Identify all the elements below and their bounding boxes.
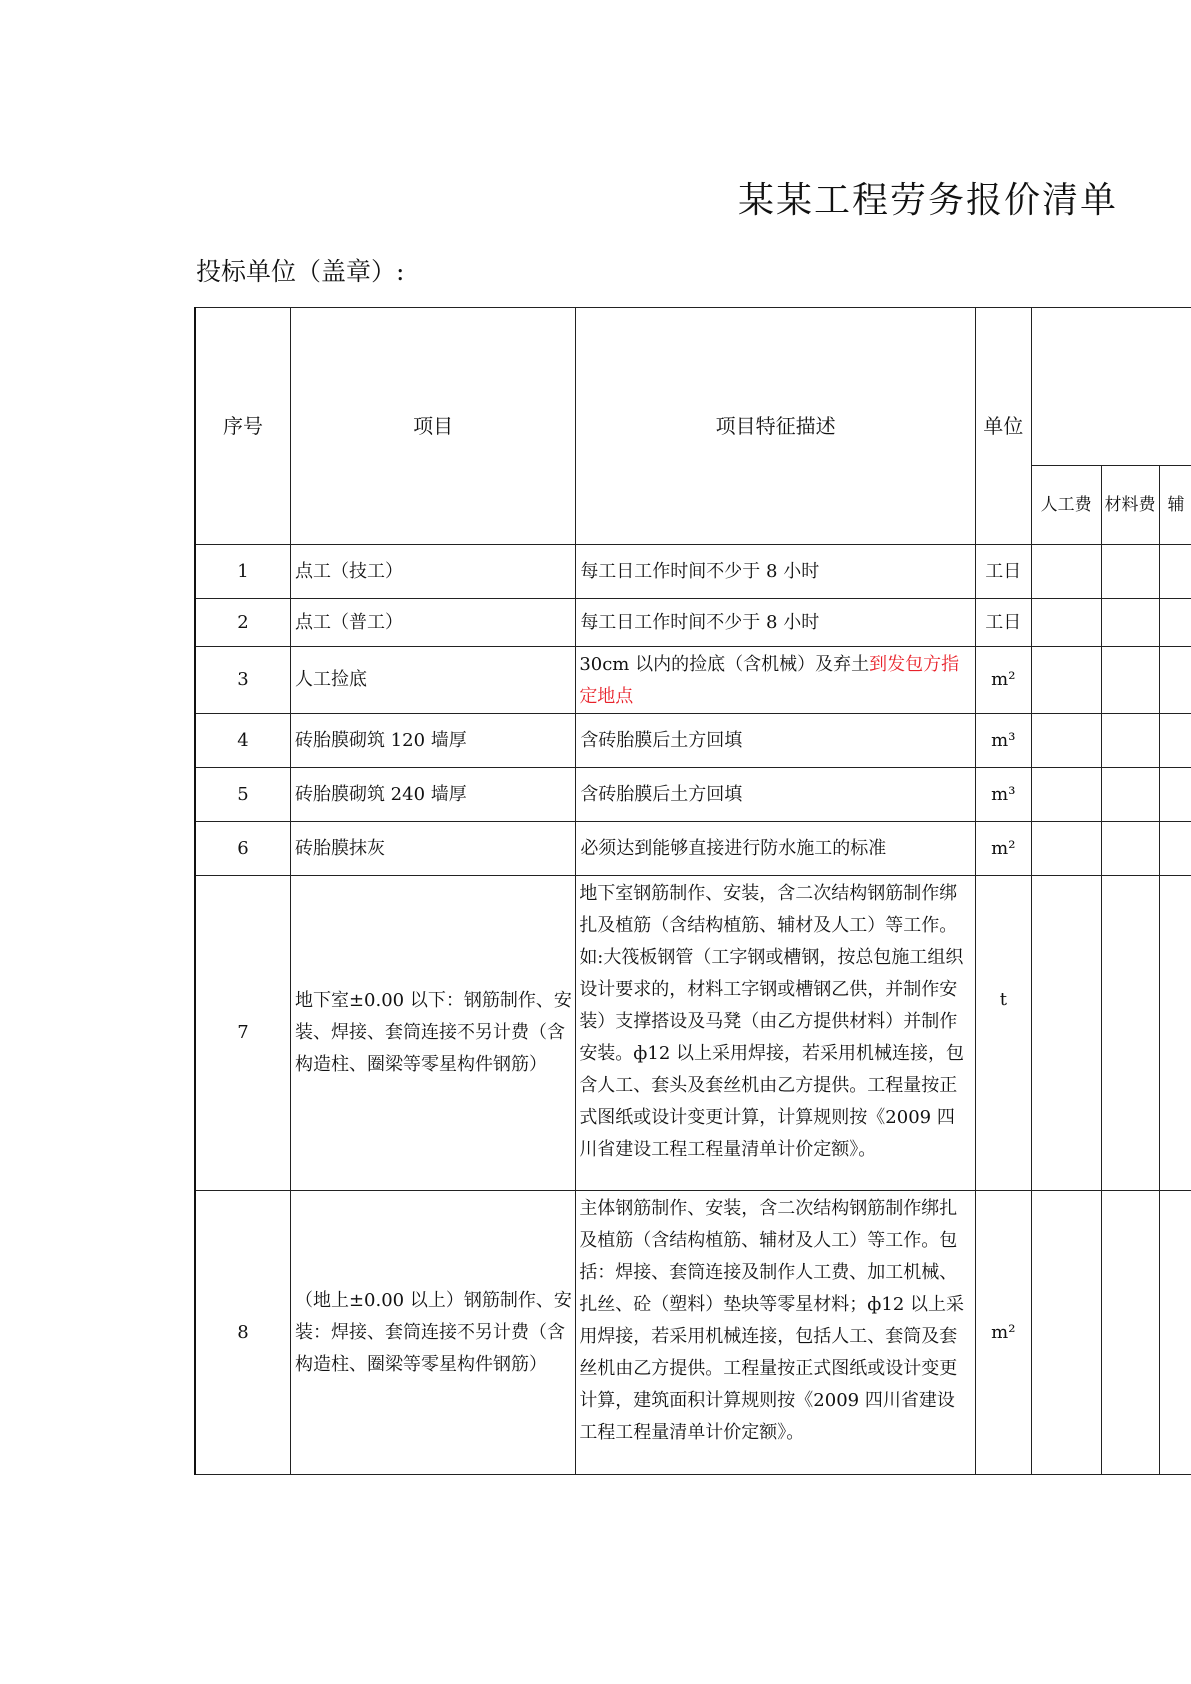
row-material-cell bbox=[1101, 714, 1159, 768]
row-labor-cell bbox=[1031, 599, 1101, 647]
row-aux-cell bbox=[1159, 768, 1191, 822]
row-labor-cell bbox=[1031, 545, 1101, 599]
quote-table bbox=[194, 307, 1191, 1475]
table-row bbox=[195, 647, 1191, 714]
row-unit: m² bbox=[975, 647, 1031, 714]
row-item: 砖胎膜抹灰 bbox=[290, 822, 575, 876]
row-desc: 含砖胎膜后土方回填 bbox=[576, 768, 976, 822]
table-row bbox=[195, 822, 1191, 876]
row-material-cell bbox=[1101, 647, 1159, 714]
table-row bbox=[195, 768, 1191, 822]
row-aux-cell bbox=[1159, 714, 1191, 768]
row-material-cell bbox=[1101, 768, 1159, 822]
row-seq: 2 bbox=[195, 599, 290, 647]
row-aux-cell bbox=[1159, 545, 1191, 599]
row-material-cell bbox=[1101, 545, 1159, 599]
header-price-group bbox=[1031, 308, 1191, 466]
row-aux-cell bbox=[1159, 876, 1191, 1191]
row-unit: m³ bbox=[975, 768, 1031, 822]
row-desc: 每工日工作时间不少于 8 小时 bbox=[576, 545, 976, 599]
header-row-top bbox=[195, 308, 1191, 466]
row-seq: 8 bbox=[195, 1191, 290, 1475]
row-item: 地下室±0.00 以下：钢筋制作、安装、焊接、套筒连接不另计费（含构造柱、圈梁等零星构件钢筋） bbox=[290, 876, 575, 1191]
header-desc: 项目特征描述 bbox=[576, 308, 976, 545]
row-seq: 3 bbox=[195, 647, 290, 714]
row-aux-cell bbox=[1159, 647, 1191, 714]
row-seq: 7 bbox=[195, 876, 290, 1191]
row-material-cell bbox=[1101, 599, 1159, 647]
header-item: 项目 bbox=[290, 308, 575, 545]
row-desc: 含砖胎膜后土方回填 bbox=[576, 714, 976, 768]
table-row bbox=[195, 599, 1191, 647]
row-aux-cell bbox=[1159, 599, 1191, 647]
table-row bbox=[195, 876, 1191, 1191]
row-material-cell bbox=[1101, 822, 1159, 876]
row-aux-cell bbox=[1159, 822, 1191, 876]
table-row bbox=[195, 1191, 1191, 1475]
bidder-label: 投标单位（盖章）: bbox=[196, 257, 405, 286]
row-desc-highlight: 到发包方指定地点 bbox=[579, 654, 960, 707]
row-desc-text: 30cm 以内的捡底（含机械）及弃土 bbox=[579, 654, 870, 675]
row-unit: 工日 bbox=[975, 545, 1031, 599]
row-labor-cell bbox=[1031, 714, 1101, 768]
document-title: 某某工程劳务报价清单 bbox=[738, 180, 1119, 221]
row-labor-cell bbox=[1031, 768, 1101, 822]
row-unit: 工日 bbox=[975, 599, 1031, 647]
row-unit: t bbox=[975, 876, 1031, 1191]
row-unit: m² bbox=[975, 822, 1031, 876]
row-desc bbox=[576, 647, 976, 714]
row-unit: m³ bbox=[975, 714, 1031, 768]
row-desc: 每工日工作时间不少于 8 小时 bbox=[576, 599, 976, 647]
row-unit: m² bbox=[975, 1191, 1031, 1475]
row-material-cell bbox=[1101, 876, 1159, 1191]
row-item: 点工（普工） bbox=[290, 599, 575, 647]
row-seq: 5 bbox=[195, 768, 290, 822]
row-seq: 1 bbox=[195, 545, 290, 599]
table-row bbox=[195, 545, 1191, 599]
header-unit: 单位 bbox=[975, 308, 1031, 545]
row-seq: 6 bbox=[195, 822, 290, 876]
row-aux-cell bbox=[1159, 1191, 1191, 1475]
row-desc: 必须达到能够直接进行防水施工的标准 bbox=[576, 822, 976, 876]
row-labor-cell bbox=[1031, 1191, 1101, 1475]
row-desc: 地下室钢筋制作、安装，含二次结构钢筋制作绑扎及植筋（含结构植筋、辅材及人工）等工作。如:大筏板钢管（工字钢或槽钢，按总包施工组织设计要求的，材料工字钢或槽钢乙供，并制作安装）支撑搭设及马凳（由乙方提供材料）并制作安装。ф12 以上采用焊接，若采用机械连接，包含人工、套头及套丝机由乙方提供。工程量按正式图纸或设计变更计算，计算规则按《2009 四川省建设工程工程量清单计价定额》。 bbox=[576, 876, 976, 1191]
header-aux-fee: 辅 bbox=[1159, 466, 1191, 545]
header-material-fee: 材料费 bbox=[1101, 466, 1159, 545]
row-item: 点工（技工） bbox=[290, 545, 575, 599]
row-labor-cell bbox=[1031, 647, 1101, 714]
header-labor-fee: 人工费 bbox=[1031, 466, 1101, 545]
row-labor-cell bbox=[1031, 876, 1101, 1191]
row-item: 砖胎膜砌筑 120 墙厚 bbox=[290, 714, 575, 768]
header-seq: 序号 bbox=[195, 308, 290, 545]
row-material-cell bbox=[1101, 1191, 1159, 1475]
row-desc: 主体钢筋制作、安装，含二次结构钢筋制作绑扎及植筋（含结构植筋、辅材及人工）等工作。包括：焊接、套筒连接及制作人工费、加工机械、扎丝、砼（塑料）垫块等零星材料；ф12 以上采用焊接，若采用机械连接，包括人工、套筒及套丝机由乙方提供。工程量按正式图纸或设计变更计算，建筑面积计算规则按《2009 四川省建设工程工程量清单计价定额》。 bbox=[576, 1191, 976, 1475]
row-labor-cell bbox=[1031, 822, 1101, 876]
row-item: （地上±0.00 以上）钢筋制作、安装：焊接、套筒连接不另计费（含构造柱、圈梁等零星构件钢筋） bbox=[290, 1191, 575, 1475]
row-seq: 4 bbox=[195, 714, 290, 768]
table-row bbox=[195, 714, 1191, 768]
row-item: 人工捡底 bbox=[290, 647, 575, 714]
row-item: 砖胎膜砌筑 240 墙厚 bbox=[290, 768, 575, 822]
